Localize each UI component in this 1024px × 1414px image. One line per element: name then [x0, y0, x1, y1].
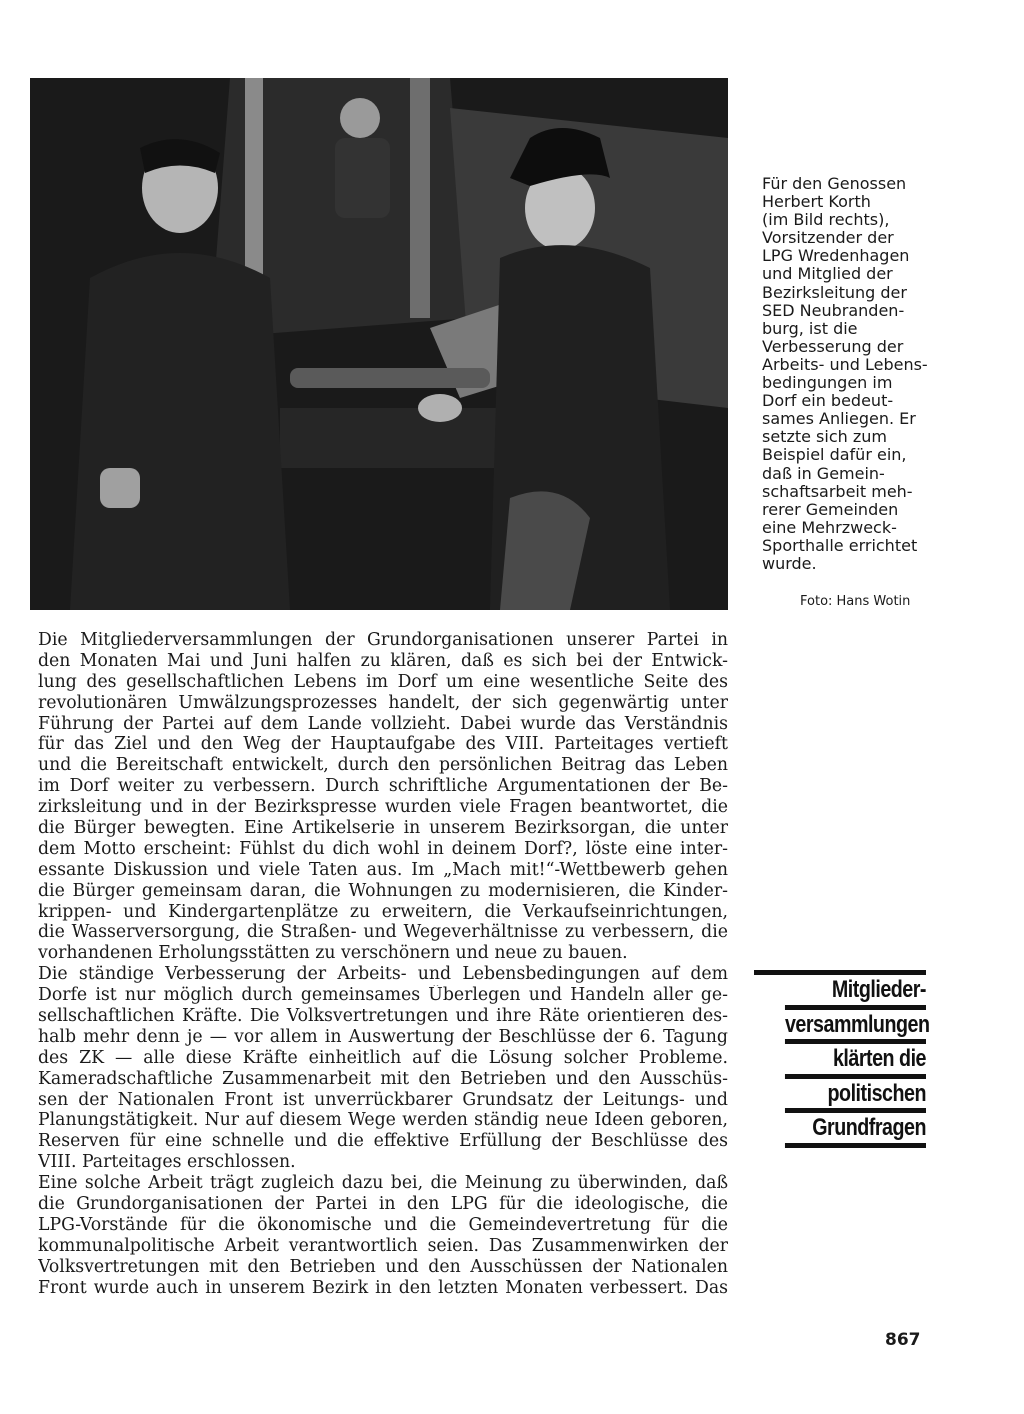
text-line: revolutionären Umwälzungsprozesses handelt, der sich gegenwärtig unter	[38, 692, 728, 713]
photo-credit: Foto: Hans Wotin	[800, 594, 911, 609]
paragraph-1	[38, 630, 728, 964]
text-line: die Wasserversorgung, die Straßen- und Wegeverhältnisse zu verbessern, die	[38, 922, 728, 943]
caption-line: und Mitglied der	[762, 264, 893, 284]
text-line: und die Bereitschaft entwickelt, durch den persönlichen Beitrag das Leben	[38, 755, 728, 776]
text-line: Volksvertretungen mit den Betrieben und den Ausschüssen der Nationalen	[38, 1256, 728, 1277]
text-line: Planungstätigkeit. Nur auf diesem Wege werden ständig neue Ideen geboren,	[38, 1110, 728, 1131]
text-line: die Bürger gemeinsam daran, die Wohnungen zu modernisieren, die Kinder-	[38, 880, 728, 901]
caption-line: Arbeits- und Lebens-	[762, 354, 928, 374]
caption-line: eine Mehrzweck-	[762, 517, 897, 537]
heading-line: versammlungen	[785, 1010, 926, 1045]
caption-line: SED Neubranden-	[762, 300, 905, 320]
photo	[30, 78, 728, 610]
caption-line: Beispiel dafür ein,	[762, 445, 907, 465]
text-line: lung des gesellschaftlichen Lebens im Dorf um eine wesentliche Seite des	[38, 671, 728, 692]
caption-line: setzte sich zum	[762, 427, 887, 447]
caption-line: Verbesserung der	[762, 336, 904, 356]
caption-line: Vorsitzender der	[762, 228, 894, 248]
text-line: essante Diskussion und viele Taten aus. Im „Mach mit!“-Wettbewerb gehen	[38, 859, 728, 880]
caption-line: (im Bild rechts),	[762, 210, 890, 230]
text-line: Die ständige Verbesserung der Arbeits- und Lebensbedingungen auf dem	[38, 964, 728, 985]
caption-line: Bezirksleitung der	[762, 282, 907, 302]
caption-line: rerer Gemeinden	[762, 499, 899, 519]
caption-line: Herbert Korth	[762, 192, 871, 212]
text-line: die Bürger bewegten. Eine Artikelserie in unserem Bezirksorgan, die unter	[38, 818, 728, 839]
text-line: Front wurde auch in unserem Bezirk in den letzten Monaten verbessert. Das	[38, 1277, 728, 1298]
caption-line: wurde.	[762, 553, 817, 573]
paragraph-3	[38, 1173, 728, 1298]
heading-line: Mitglieder-	[785, 975, 926, 1010]
text-line: kommunalpolitische Arbeit verantwortlich seien. Das Zusammenwirken der	[38, 1235, 728, 1256]
heading-line: Grundfragen	[785, 1113, 926, 1148]
text-line: VIII. Parteitages erschlossen.	[38, 1152, 296, 1173]
caption-line: burg, ist die	[762, 318, 858, 338]
text-line: vorhandenen Erholungsstätten zu verschönern und neue zu bauen.	[38, 943, 628, 964]
text-line: krippen- und Kindergartenplätze zu erweitern, die Verkaufseinrichtungen,	[38, 901, 728, 922]
caption-line: bedingungen im	[762, 373, 893, 393]
caption-line: Dorf ein bedeut-	[762, 391, 894, 411]
text-line: dem Motto erscheint: Fühlst du dich wohl in deinem Dorf?, löste eine inter-	[38, 838, 728, 859]
article-body	[38, 630, 728, 1299]
heading-line: klärten die	[785, 1044, 926, 1079]
text-line: für das Ziel und den Weg der Hauptaufgabe des VIII. Parteitages vertieft	[38, 734, 728, 755]
text-line: halb mehr denn je — vor allem in Auswertung der Beschlüsse der 6. Tagung	[38, 1026, 728, 1047]
text-line: die Grundorganisationen der Partei in den LPG für die ideologische, die	[38, 1194, 728, 1215]
photo-caption	[762, 175, 947, 573]
text-line: Die Mitgliederversammlungen der Grundorganisationen unserer Partei in	[38, 630, 728, 650]
paragraph-2	[38, 964, 728, 1173]
text-line: sellschaftlichen Kräfte. Die Volksvertretungen und ihre Räte orientieren des-	[38, 1006, 728, 1027]
text-line: des ZK — alle diese Kräfte einheitlich auf die Lösung solcher Probleme.	[38, 1047, 728, 1068]
caption-line: sames Anliegen. Er	[762, 409, 916, 429]
caption-line: schaftsarbeit meh-	[762, 481, 913, 501]
text-line: Eine solche Arbeit trägt zugleich dazu bei, die Meinung zu überwinden, daß	[38, 1173, 728, 1194]
text-line: Kameradschaftliche Zusammenarbeit mit den Betrieben und den Ausschüs-	[38, 1068, 728, 1089]
page-number: 867	[885, 1330, 921, 1350]
text-line: sen der Nationalen Front ist unverrückbarer Grundsatz der Leitungs- und	[38, 1089, 728, 1110]
text-line: Reserven für eine schnelle und die effektive Erfüllung der Beschlüsse des	[38, 1131, 728, 1152]
text-line: Führung der Partei auf dem Lande vollzieht. Dabei wurde das Verständnis	[38, 713, 728, 734]
text-line: LPG-Vorstände für die ökonomische und die Gemeindevertretung für die	[38, 1214, 728, 1235]
caption-line: LPG Wredenhagen	[762, 246, 910, 266]
text-line: im Dorf weiter zu verbessern. Durch schriftliche Argumentationen der Be-	[38, 776, 728, 797]
heading-line: politischen	[785, 1079, 926, 1114]
caption-line: daß in Gemein-	[762, 463, 885, 483]
photo-three-farmers-icon	[30, 78, 728, 610]
side-heading	[754, 970, 930, 1148]
caption-line: Sporthalle errichtet	[762, 535, 918, 555]
text-line: zirksleitung und in der Bezirkspresse wurden viele Fragen beantwortet, die	[38, 797, 728, 818]
text-line: den Monaten Mai und Juni halfen zu klären, daß es sich bei der Entwick-	[38, 650, 728, 671]
caption-line: Für den Genossen	[762, 174, 907, 193]
text-line: Dorfe ist nur möglich durch gemeinsames Überlegen und Handeln aller ge-	[38, 985, 728, 1006]
